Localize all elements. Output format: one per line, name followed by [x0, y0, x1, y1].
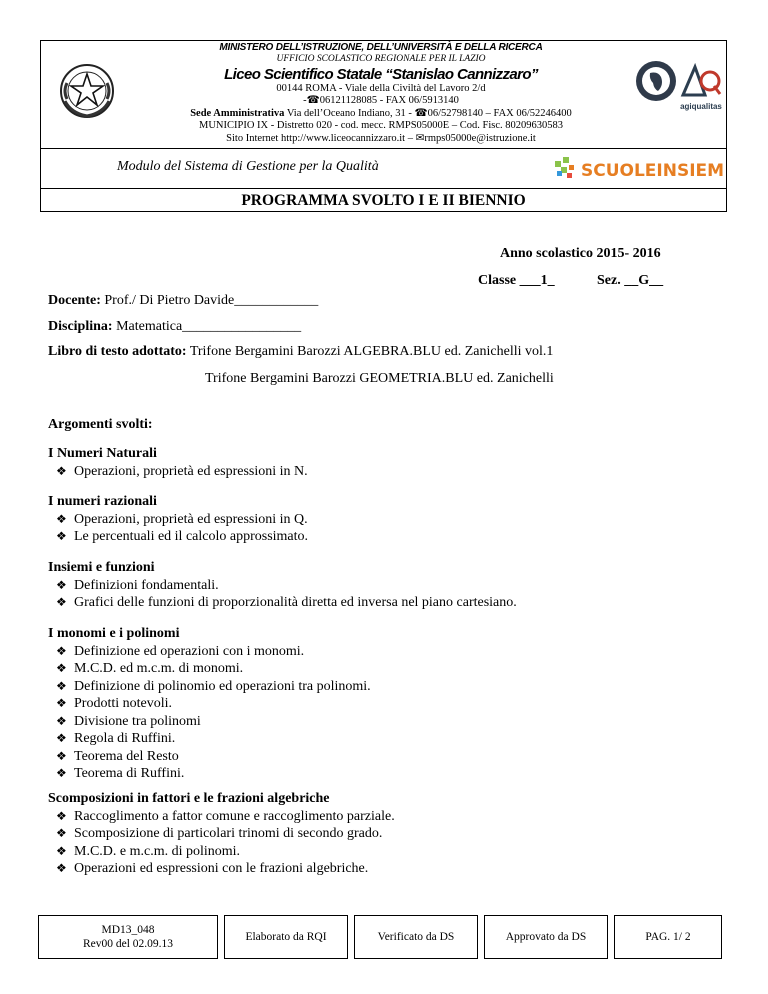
municipio-line: MUNICIPIO IX - Distretto 020 - cod. mecc. RMPS05000E – Cod. Fisc. 80209630583 — [199, 120, 563, 131]
list-item-text: Definizione ed operazioni con i monomi. — [74, 643, 305, 659]
header-top — [41, 41, 726, 149]
class-field: Classe ___1_ — [478, 273, 555, 288]
bullet-icon: ❖ — [56, 808, 67, 823]
list-item — [48, 643, 371, 661]
bullet-icon: ❖ — [56, 843, 67, 858]
bullet-icon: ❖ — [56, 748, 67, 763]
website-line: Sito Internet http://www.liceocannizzaro.it – ✉rmps05000e@istruzione.it — [226, 132, 536, 144]
regional-office: UFFICIO SCOLASTICO REGIONALE PER IL LAZIO — [276, 54, 486, 64]
bullet-icon: ❖ — [56, 595, 67, 609]
address-line-1: 00144 ROMA - Viale della Civiltà del Lavoro 2/d — [276, 82, 486, 94]
list-item — [48, 730, 371, 748]
topic-list — [48, 808, 395, 878]
cert-seal-icon — [634, 59, 678, 103]
list-item-text: Divisione tra polinomi — [74, 713, 201, 729]
republic-emblem-icon — [57, 61, 117, 121]
ministry-name: MINISTERO DELL’ISTRUZIONE, DELL’UNIVERSITÀ E DELLA RICERCA — [219, 42, 543, 53]
list-item-text: Teorema di Ruffini. — [74, 766, 185, 781]
footer-verificato-cell: Verificato da DS — [354, 915, 478, 959]
list-item-text: Le percentuali ed il calcolo approssimato. — [74, 529, 309, 544]
textbook-value-1: Trifone Bergamini Barozzi ALGEBRA.BLU ed. Zanichelli vol.1 — [186, 344, 554, 359]
list-item — [48, 765, 371, 783]
bullet-icon: ❖ — [56, 643, 67, 658]
topic-list — [48, 511, 308, 546]
teacher-value: Prof./ Di Pietro Davide____________ — [100, 293, 319, 308]
teacher-label: Docente: — [48, 293, 101, 308]
list-item — [48, 695, 371, 713]
section-title: Insiemi e funzioni — [48, 560, 155, 575]
bullet-icon: ❖ — [56, 766, 67, 780]
bullet-icon: ❖ — [56, 696, 67, 710]
list-item-text: M.C.D. ed m.c.m. di monomi. — [74, 661, 244, 676]
admin-office-text: Via dell’Oceano Indiano, 31 - ☎06/52798140 – FAX 06/52246400 — [284, 107, 572, 119]
topic-list — [48, 577, 517, 612]
section-title: I monomi e i polinomi — [48, 626, 180, 641]
list-item-text: Scomposizione di particolari trinomi di secondo grado. — [74, 826, 383, 841]
list-item — [48, 860, 395, 878]
section-title: I numeri razionali — [48, 494, 157, 509]
agiqualitas-text: agiqualitas — [680, 102, 722, 111]
list-item-text: Definizioni fondamentali. — [74, 577, 219, 593]
topic-section — [48, 445, 308, 480]
list-item-text: M.C.D. e m.c.m. di polinomi. — [74, 843, 241, 859]
textbook-line — [48, 344, 553, 360]
footer-elaborato-cell: Elaborato da RQI — [224, 915, 348, 959]
topic-section — [48, 625, 371, 783]
subject-label: Disciplina: — [48, 319, 113, 334]
list-item-text: Operazioni ed espressioni con le frazioni algebriche. — [74, 861, 369, 876]
list-item — [48, 594, 517, 612]
list-item — [48, 511, 308, 529]
admin-office-label: Sede Amministrativa — [190, 107, 285, 119]
textbook-label: Libro di testo adottato: — [48, 344, 187, 359]
list-item — [48, 528, 308, 546]
scuoleinsieme-text: SCUOLEINSIEME — [581, 161, 723, 181]
topic-section — [48, 790, 395, 878]
scuoleinsieme-logo — [553, 153, 723, 183]
list-item-text: Operazioni, proprietà ed espressioni in N. — [74, 463, 308, 479]
subject-value: Matematica_________________ — [112, 319, 302, 334]
topic-list — [48, 463, 308, 481]
footer-approvato-cell: Approvato da DS — [484, 915, 608, 959]
section-title: Scomposizioni in fattori e le frazioni algebriche — [48, 791, 330, 806]
document-header — [40, 40, 727, 212]
bullet-icon: ❖ — [56, 577, 67, 592]
bullet-icon: ❖ — [56, 463, 67, 478]
bullet-icon: ❖ — [56, 861, 67, 875]
topic-section — [48, 493, 308, 546]
list-item — [48, 678, 371, 696]
topics-heading: Argomenti svolti: — [48, 417, 153, 432]
header-module-row — [41, 149, 726, 189]
address-line-2: -☎06121128085 - FAX 06/5913140 — [303, 95, 459, 106]
list-item-text: Definizione di polinomio ed operazioni tra polinomi. — [74, 678, 371, 694]
agiqualitas-mark-icon — [679, 61, 723, 97]
bullet-icon: ❖ — [56, 511, 67, 526]
list-item-text: Operazioni, proprietà ed espressioni in Q. — [74, 511, 308, 527]
subject-line — [48, 319, 301, 335]
footer-revision: Rev00 del 02.09.13 — [82, 938, 174, 950]
topic-list — [48, 643, 371, 783]
list-item-text: Prodotti notevoli. — [74, 696, 172, 711]
bullet-icon: ❖ — [56, 661, 67, 675]
list-item-text: Raccoglimento a fattor comune e raccoglimento parziale. — [74, 808, 395, 824]
document-footer — [38, 915, 728, 959]
bullet-icon: ❖ — [56, 731, 67, 745]
list-item — [48, 748, 371, 766]
school-year: Anno scolastico 2015- 2016 — [500, 246, 661, 261]
section-field: Sez. __G__ — [597, 273, 664, 288]
bullet-icon: ❖ — [56, 826, 67, 840]
section-title: I Numeri Naturali — [48, 446, 157, 461]
topic-section — [48, 559, 517, 612]
document-title: PROGRAMMA SVOLTO I E II BIENNIO — [241, 192, 526, 209]
list-item — [48, 463, 308, 481]
admin-office-line — [141, 109, 621, 120]
list-item — [48, 825, 395, 843]
footer-code-cell — [38, 915, 218, 959]
bullet-icon: ❖ — [56, 529, 67, 543]
scuoleinsieme-mark-icon — [553, 153, 723, 183]
list-item — [48, 713, 371, 731]
agiqualitas-logo — [679, 61, 723, 121]
footer-code: MD13_048 — [101, 923, 155, 936]
list-item — [48, 660, 371, 678]
list-item-text: Teorema del Resto — [74, 748, 179, 764]
list-item — [48, 843, 395, 861]
bullet-icon: ❖ — [56, 678, 67, 693]
list-item-text: Regola di Ruffini. — [74, 731, 176, 746]
teacher-line — [48, 293, 318, 309]
textbook-value-2: Trifone Bergamini Barozzi GEOMETRIA.BLU ed. Zanichelli — [205, 371, 554, 386]
school-name: Liceo Scientifico Statale “Stanislao Cannizzaro” — [224, 65, 538, 83]
list-item-text: Grafici delle funzioni di proporzionalità diretta ed inversa nel piano cartesiano. — [74, 595, 517, 610]
quality-module-label: Modulo del Sistema di Gestione per la Qualità — [117, 159, 379, 174]
bullet-icon: ❖ — [56, 713, 67, 728]
institution-block — [141, 43, 621, 144]
header-title-row — [41, 189, 726, 213]
list-item — [48, 808, 395, 826]
list-item — [48, 577, 517, 595]
footer-page-cell: PAG. 1/ 2 — [614, 915, 722, 959]
